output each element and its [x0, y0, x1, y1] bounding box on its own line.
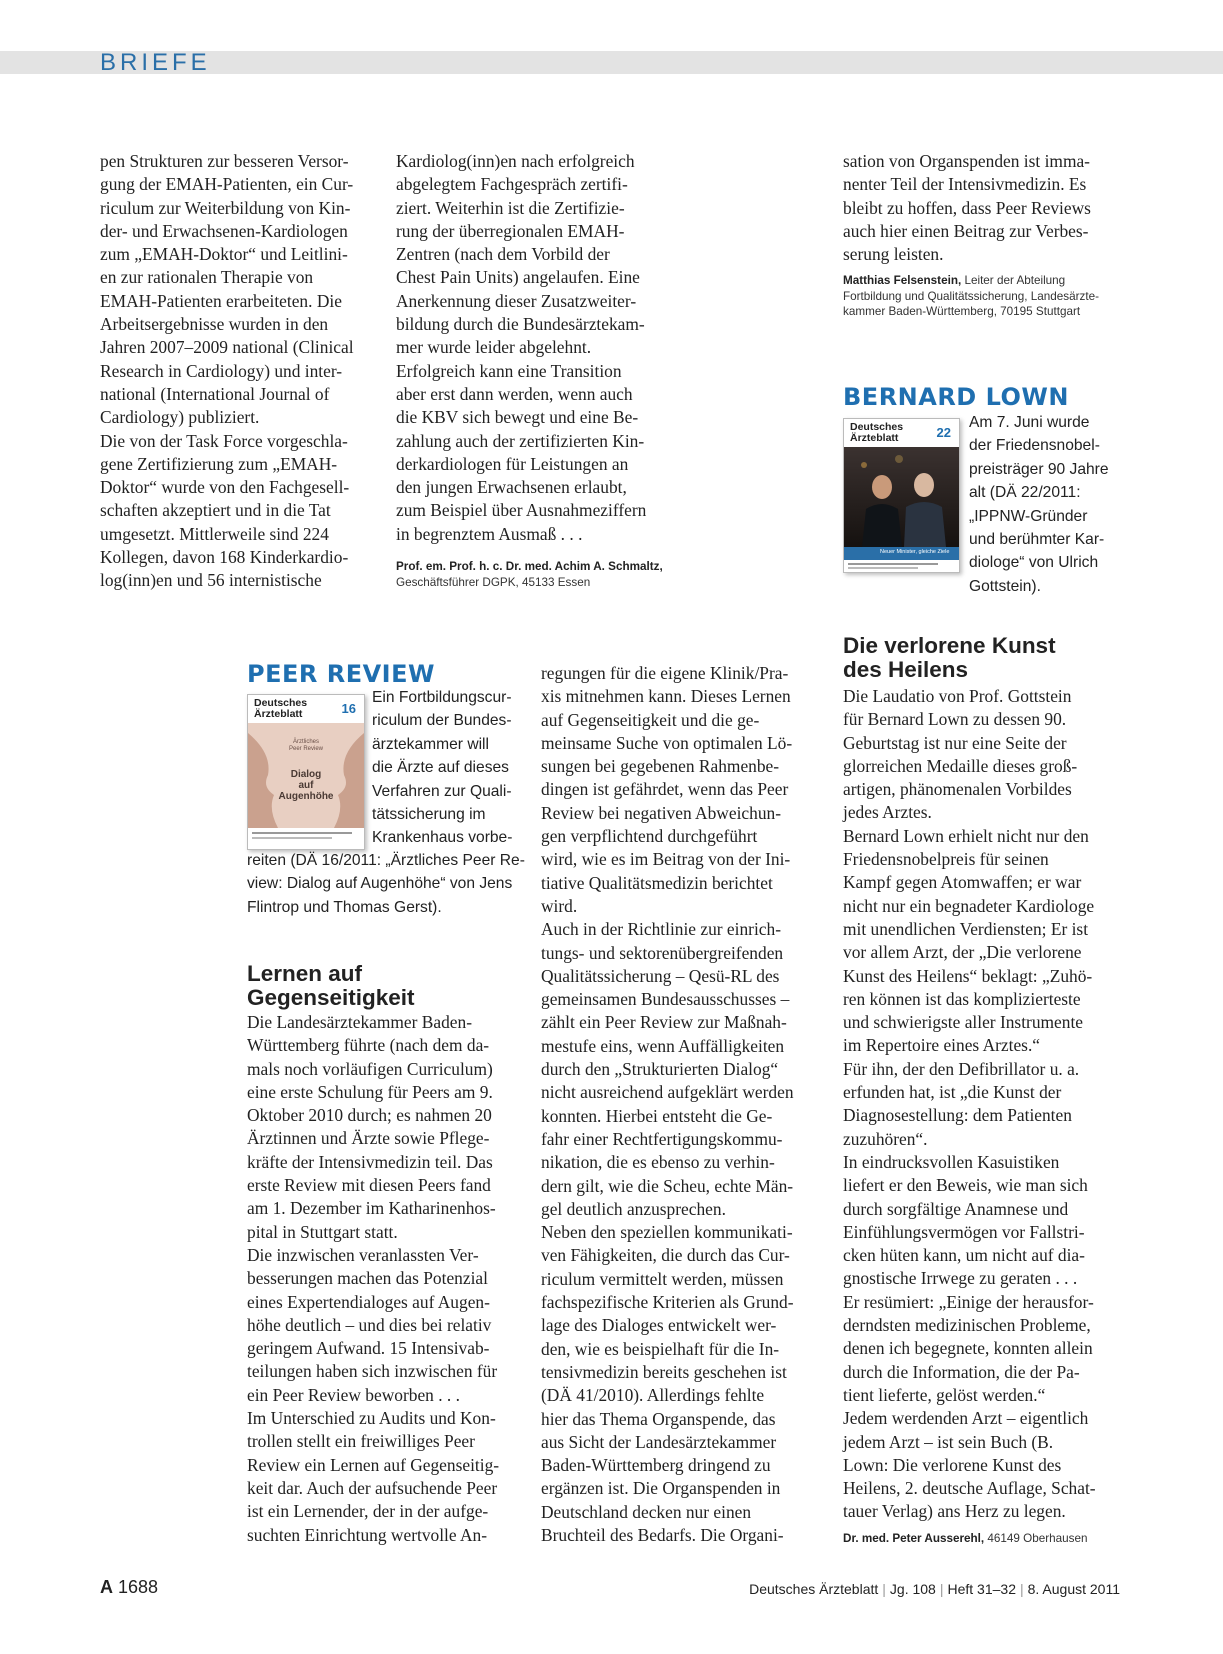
text-line: trollen stellt ein freiwilliges Peer	[247, 1431, 475, 1452]
text-line: dern gilt, wie die Scheu, echte Män-	[541, 1175, 794, 1196]
text-line: zum Beispiel über Ausnahmeziffern	[396, 500, 647, 521]
text-line: sungen bei gegebenen Rahmenbe-	[541, 756, 780, 777]
text-line: tungs- und sektorenübergreifenden	[541, 942, 784, 963]
text-line: preisträger 90 Jahre	[969, 460, 1109, 478]
text-line: (DÄ 41/2010). Allerdings fehlte	[541, 1385, 765, 1406]
text-line: tient lieferte, gelöst werden.“	[843, 1384, 1046, 1405]
topic-heading-peer-review: PEER REVIEW	[247, 660, 435, 688]
text-line: log(inn)en und 56 internistische	[100, 570, 322, 591]
article-lernen-column-2	[541, 662, 831, 1547]
text-line: durch sorgfältige Anamnese und	[843, 1198, 1069, 1219]
text-line: Heilens, 2. deutsche Auflage, Schat-	[843, 1478, 1096, 1499]
text-line: nicht ausreichend aufgeklärt werden	[541, 1082, 794, 1103]
text-line: sation von Organspenden ist imma-	[843, 151, 1090, 171]
text-line: umgesetzt. Mittlerweile sind 224	[100, 523, 329, 544]
text-line: erfunden hat, ist „die Kunst der	[843, 1082, 1062, 1103]
text-line: schaften akzeptiert und in die Tat	[100, 500, 331, 521]
text-line: zahlung auch der zertifizierten Kin-	[396, 430, 645, 451]
page-number-value: 1688	[118, 1577, 159, 1597]
text-line: EMAH-Patienten erarbeiteten. Die	[100, 290, 342, 311]
text-line: Gottstein).	[969, 577, 1041, 595]
text-line: Verfahren zur Quali-	[372, 782, 512, 800]
signature-affiliation-1: Leiter der Abteilung	[961, 274, 1066, 287]
article-title-lernen	[247, 962, 537, 1010]
text-line: xis mitnehmen kann. Dieses Lernen	[541, 686, 791, 707]
text-line: mestufe eins, wenn Auffälligkeiten	[541, 1035, 785, 1056]
text-line: Ärztinnen und Ärzte sowie Pflege-	[247, 1128, 490, 1149]
text-line: und berühmter Kar-	[969, 531, 1105, 549]
text-line: derndsten medizinischen Probleme,	[843, 1315, 1091, 1336]
text-line: auch hier einen Beitrag zur Verbes-	[843, 220, 1089, 241]
text-line: durch die Information, die der Pa-	[843, 1361, 1080, 1382]
text-line: besserungen machen das Potenzial	[247, 1268, 488, 1289]
teaser-peer-review-side	[372, 686, 522, 850]
text-line: teilungen haben sich inzwischen für	[247, 1361, 498, 1382]
journal-issue: Heft 31–32	[947, 1581, 1016, 1597]
text-line: eine erste Schulung für Peers am 9.	[247, 1081, 493, 1102]
text-line: Für ihn, der den Defibrillator u. a.	[843, 1058, 1080, 1079]
signature-name: Dr. med. Peter Ausserehl,	[843, 1532, 985, 1545]
article-title-line-2: Gegenseitigkeit	[247, 985, 415, 1010]
text-line: mit unendlichen Verdiensten; Er ist	[843, 918, 1089, 939]
text-line: erste Review mit diesen Peers fand	[247, 1175, 491, 1196]
journal-date: 8. August 2011	[1027, 1581, 1120, 1597]
text-line: Lown: Die verlorene Kunst des	[843, 1454, 1062, 1475]
text-line: nikation, die es ebenso zu verhin-	[541, 1152, 775, 1173]
text-line: Chest Pain Units) angelaufen. Eine	[396, 267, 640, 288]
text-line: wird.	[541, 895, 578, 916]
text-line: suchten Einrichtung wertvolle An-	[247, 1524, 488, 1545]
text-line: mer wurde leider abgelehnt.	[396, 337, 592, 358]
text-line: Flintrop und Thomas Gerst).	[247, 898, 442, 916]
signature-affiliation-2: Fortbildung und Qualitätssicherung, Landesärzte-	[843, 289, 1099, 303]
text-line: Am 7. Juni wurde	[969, 414, 1090, 431]
text-line: ergänzen ist. Die Organspenden in	[541, 1478, 781, 1499]
text-line: Zentren (nach dem Vorbild der	[396, 244, 610, 265]
text-line: die KBV sich bewegt und eine Be-	[396, 407, 639, 428]
text-line: gemeinsamen Bundesausschusses –	[541, 989, 790, 1010]
text-line: gnostische Irrwege zu geraten . . .	[843, 1268, 1078, 1289]
text-line: zuzuhören“.	[843, 1128, 928, 1149]
text-line: keit dar. Auch der aufsuchende Peer	[247, 1477, 498, 1498]
text-line: riculum der Bundes-	[372, 712, 512, 730]
text-line: Research in Cardiology) und inter-	[100, 360, 343, 381]
text-line: konnten. Hierbei entsteht die Ge-	[541, 1105, 773, 1126]
text-line: Er resümiert: „Einige der herausfor-	[843, 1291, 1094, 1312]
text-line: nenter Teil der Intensivmedizin. Es	[843, 174, 1087, 195]
text-line: Cardiology) publiziert.	[100, 407, 260, 428]
text-line: Krankenhaus vorbe-	[372, 829, 513, 847]
article-title-line-1: Die verlorene Kunst	[843, 633, 1056, 658]
text-line: Kampf gegen Atomwaffen; er war	[843, 872, 1082, 893]
text-line: Arbeitsergebnisse wurden in den	[100, 314, 329, 335]
text-line: Kunst des Heilens“ beklagt: „Zuhö-	[843, 965, 1093, 986]
text-line: denen ich begegnete, konnten allein	[843, 1338, 1093, 1359]
text-line: tauer Verlag) ans Herz zu legen.	[843, 1501, 1066, 1522]
text-line: regungen für die eigene Klinik/Pra-	[541, 663, 789, 683]
text-line: Jedem werdenden Arzt – eigentlich	[843, 1408, 1089, 1429]
text-line: meinsame Suche von optimalen Lö-	[541, 732, 793, 753]
text-line: die Ärzte auf dieses	[372, 759, 509, 777]
text-line: Einfühlungsvermögen vor Fallstri-	[843, 1221, 1085, 1242]
footer-journal-info: Deutsches Ärzteblatt | Jg. 108 | Heft 31–32 | 8. August 2011	[749, 1581, 1120, 1597]
text-line: Bruchteil des Bedarfs. Die Organi-	[541, 1524, 784, 1545]
article-kunst-body	[843, 685, 1138, 1524]
text-line: gene Zertifizierung zum „EMAH-	[100, 453, 338, 474]
text-line: auf Gegenseitigkeit und die ge-	[541, 709, 760, 730]
text-line: Im Unterschied zu Audits und Kon-	[247, 1408, 496, 1429]
text-line: Die von der Task Force vorgeschla-	[100, 430, 348, 451]
text-line: geringem Aufwand. 15 Intensivab-	[247, 1338, 490, 1359]
text-line: tensivmedizin bereits geschehen ist	[541, 1361, 787, 1382]
topic-heading-lown: BERNARD LOWN	[843, 383, 1069, 411]
text-line: Ein Fortbildungscur-	[372, 689, 512, 706]
text-line: Oktober 2010 durch; es nahmen 20	[247, 1105, 492, 1126]
journal-volume: Jg. 108	[889, 1581, 936, 1597]
text-line: ist ein Lernender, der in der aufge-	[247, 1501, 489, 1522]
text-line: glorreichen Medaille dieses groß-	[843, 755, 1078, 776]
text-line: In eindrucksvollen Kasuistiken	[843, 1151, 1060, 1172]
text-line: diologe“ von Ulrich	[969, 554, 1099, 572]
text-line: Doktor“ wurde von den Fachgesell-	[100, 477, 350, 498]
article-title-line-2: des Heilens	[843, 657, 969, 682]
text-line: ärztekammer will	[372, 735, 489, 753]
cover-thumbnail-peer-review[interactable]	[247, 694, 365, 850]
text-line: den jungen Erwachsenen erlaubt,	[396, 477, 627, 498]
cover-caption: Neuer Minister, gleiche Ziele	[880, 549, 950, 555]
text-line: der Friedensnobel-	[969, 437, 1100, 455]
text-line: dingen ist gefährdet, wenn das Peer	[541, 779, 789, 800]
text-line: Diagnosestellung: dem Patienten	[843, 1105, 1072, 1126]
text-line: aber erst dann werden, wenn auch	[396, 383, 633, 404]
signature-felsenstein	[843, 273, 1133, 320]
text-line: ziert. Weiterhin ist die Zertifizie-	[396, 197, 625, 218]
text-line: Review ein Lernen auf Gegenseitig-	[247, 1454, 500, 1475]
text-line: gen verpflichtend durchgeführt	[541, 826, 758, 847]
text-line: abgelegtem Fachgespräch zertifi-	[396, 174, 628, 195]
cover-thumbnail-lown[interactable]	[843, 418, 960, 573]
text-line: Auch in der Richtlinie zur einrich-	[541, 919, 782, 940]
text-line: national (International Journal of	[100, 383, 330, 404]
article-title-line-1: Lernen auf	[247, 961, 363, 986]
text-line: ren können ist das komplizierteste	[843, 988, 1081, 1009]
section-label: BRIEFE	[100, 49, 211, 76]
page-letter: A	[100, 1577, 113, 1597]
text-line: alt (DÄ 22/2011:	[969, 484, 1081, 502]
text-line: Bernard Lown erhielt nicht nur den	[843, 825, 1089, 846]
text-line: artigen, phänomenalen Vorbildes	[843, 779, 1072, 800]
signature-place: 46149 Oberhausen	[984, 1532, 1088, 1545]
text-line: gel deutlich anzusprechen.	[541, 1198, 726, 1219]
magazine-name: Deutsches Ärzteblatt	[850, 421, 904, 444]
text-line: Die inzwischen veranlassten Ver-	[247, 1244, 479, 1265]
text-line: eines Expertendialoges auf Augen-	[247, 1291, 490, 1312]
text-line: durch den „Strukturierten Dialog“	[541, 1059, 779, 1080]
journal-name: Deutsches Ärzteblatt	[749, 1581, 879, 1597]
text-line: zählt ein Peer Review zur Maßnah-	[541, 1012, 787, 1033]
text-line: fahr einer Rechtfertigungskommu-	[541, 1128, 783, 1149]
text-line: Neben den speziellen kommunikati-	[541, 1222, 793, 1243]
text-line: „IPPNW-Gründer	[969, 507, 1088, 525]
text-line: in begrenztem Ausmaß . . .	[396, 523, 583, 544]
text-line: Deutschland decken nur einen	[541, 1501, 752, 1522]
signature-name: Prof. em. Prof. h. c. Dr. med. Achim A. Schmaltz,	[396, 560, 663, 573]
text-line: Erfolgreich kann eine Transition	[396, 360, 622, 381]
text-line: Die Landesärztekammer Baden-	[247, 1012, 472, 1032]
text-line: lage des Dialoges entwickelt wer-	[541, 1315, 777, 1336]
text-line: bleibt zu hoffen, dass Peer Reviews	[843, 197, 1091, 218]
text-line: pital in Stuttgart statt.	[247, 1221, 398, 1242]
magazine-name: Deutsches Ärzteblatt	[254, 697, 308, 720]
text-line: im Repertoire eines Arztes.“	[843, 1035, 1041, 1056]
signature-affiliation-3: kammer Baden-Württemberg, 70195 Stuttgart	[843, 305, 1081, 318]
cover-title: Dialog auf Augenhöhe	[278, 769, 334, 802]
text-line: fachspezifische Kriterien als Grund-	[541, 1292, 794, 1313]
text-line: Geburtstag ist nur eine Seite der	[843, 732, 1067, 753]
text-line: den, wie es beispielhaft für die In-	[541, 1338, 780, 1359]
text-line: liefert er den Beweis, wie man sich	[843, 1175, 1088, 1196]
signature-schmaltz	[396, 559, 696, 590]
text-line: tätssicherung im	[372, 806, 486, 824]
article-lernen-column-1	[247, 1011, 532, 1547]
text-line: Baden-Württemberg dringend zu	[541, 1455, 771, 1476]
text-line: vor allem Arzt, der „Die verlorene	[843, 942, 1082, 963]
page-number	[100, 1577, 158, 1598]
text-line: und schwierigste aller Instrumente	[843, 1012, 1084, 1033]
text-line: Qualitätssicherung – Qesü-RL des	[541, 965, 780, 986]
text-line: rung der überregionalen EMAH-	[396, 220, 625, 241]
text-line: derkardiologen für Leistungen an	[396, 453, 629, 474]
text-line: view: Dialog auf Augenhöhe“ von Jens	[247, 875, 513, 893]
text-line: nicht nur ein begnadeter Kardiologe	[843, 895, 1095, 916]
signature-affiliation: Geschäftsführer DGPK, 45133 Essen	[396, 575, 591, 589]
text-line: pen Strukturen zur besseren Versor-	[100, 151, 349, 171]
text-line: cken hüten kann, um nicht auf dia-	[843, 1245, 1085, 1266]
letter-column-1	[100, 150, 390, 593]
text-line: Friedensnobelpreis für seinen	[843, 849, 1049, 870]
issue-number: 16	[341, 701, 356, 716]
article-title-kunst	[843, 634, 1133, 682]
text-line: am 1. Dezember im Katharinenhos-	[247, 1198, 496, 1219]
text-line: für Bernard Lown zu dessen 90.	[843, 709, 1067, 730]
letter-column-2	[396, 150, 686, 546]
issue-number: 22	[936, 425, 951, 440]
text-line: wird, wie es im Beitrag von der Ini-	[541, 849, 791, 870]
text-line: tiative Qualitätsmedizin berichtet	[541, 872, 773, 893]
text-line: riculum zur Weiterbildung von Kin-	[100, 197, 351, 218]
text-line: Anerkennung dieser Zusatzweiter-	[396, 290, 637, 311]
text-line: Kollegen, davon 168 Kinderkardio-	[100, 547, 349, 568]
text-line: jedes Arztes.	[843, 802, 932, 823]
letter-column-3-top	[843, 150, 1133, 266]
text-line: riculum vermittelt werden, müssen	[541, 1268, 784, 1289]
text-line: Review bei negativen Abweichun-	[541, 802, 782, 823]
text-line: Jahren 2007–2009 national (Clinical	[100, 337, 354, 358]
text-line: der- und Erwachsenen-Kardiologen	[100, 220, 348, 241]
teaser-peer-review-bottom	[247, 849, 532, 919]
teaser-lown	[969, 411, 1139, 598]
text-line: mals noch vorläufigen Curriculum)	[247, 1058, 493, 1079]
text-line: kräfte der Intensivmedizin teil. Das	[247, 1151, 493, 1172]
text-line: zum „EMAH-Doktor“ und Leitlini-	[100, 244, 348, 265]
text-line: bildung durch die Bundesärztekam-	[396, 314, 645, 335]
signature-name: Matthias Felsenstein,	[843, 274, 962, 287]
text-line: hier das Thema Organspende, das	[541, 1408, 776, 1429]
text-line: höhe deutlich – und dies bei relativ	[247, 1314, 492, 1335]
cover-subtitle: Ärztliches Peer Review	[288, 739, 323, 752]
text-line: reiten (DÄ 16/2011: „Ärztliches Peer Re-	[247, 852, 525, 869]
signature-ausserehl	[843, 1531, 1133, 1547]
text-line: Kardiolog(inn)en nach erfolgreich	[396, 151, 635, 171]
text-line: aus Sicht der Landesärztekammer	[541, 1431, 777, 1452]
text-line: Württemberg führte (nach dem da-	[247, 1035, 490, 1056]
text-line: serung leisten.	[843, 244, 944, 265]
text-line: en zur rationalen Therapie von	[100, 267, 314, 288]
text-line: jedem Arzt – ist sein Buch (B.	[843, 1431, 1054, 1452]
text-line: Die Laudatio von Prof. Gottstein	[843, 686, 1072, 706]
text-line: gung der EMAH-Patienten, ein Cur-	[100, 174, 354, 195]
text-line: ven Fähigkeiten, die durch das Cur-	[541, 1245, 790, 1266]
text-line: ein Peer Review beworben . . .	[247, 1384, 460, 1405]
